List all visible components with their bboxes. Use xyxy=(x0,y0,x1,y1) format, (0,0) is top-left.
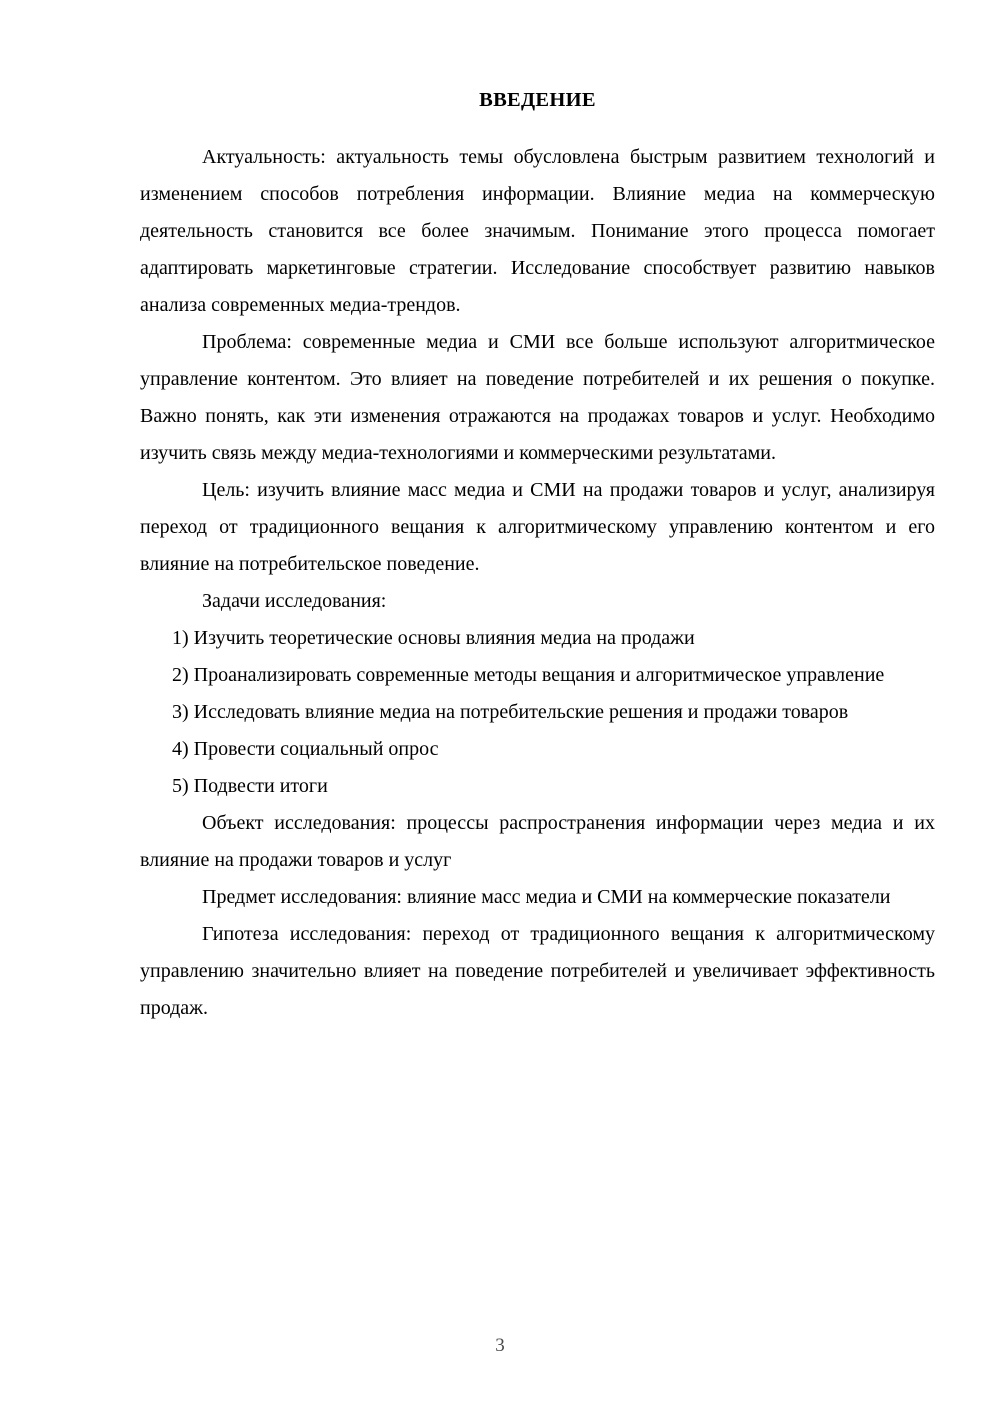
page-title: ВВЕДЕНИЕ xyxy=(479,89,596,111)
list-item: 1) Изучить теоретические основы влияния медиа на продажи xyxy=(172,626,695,649)
paragraph: Актуальность: актуальность темы обусловлена быстрым развитием технологий и изменением способов потребления информации. Влияние медиа на коммерческую деятельность становится все более значимым. Понимание этого процесса помогает адаптировать маркетинговые стратегии. Исследование способствует развитию навыков анализа современных медиа-трендов. xyxy=(140,145,935,316)
page-number: 3 xyxy=(495,1335,505,1356)
list-item: 3) Исследовать влияние медиа на потребительские решения и продажи товаров xyxy=(172,700,849,723)
paragraph: Предмет исследования: влияние масс медиа и СМИ на коммерческие показатели xyxy=(202,885,891,908)
paragraph: Задачи исследования: xyxy=(202,589,387,612)
list-item: 4) Провести социальный опрос xyxy=(172,737,439,760)
paragraph-list xyxy=(140,139,935,1027)
paragraph: Гипотеза исследования: переход от традиционного вещания к алгоритмическому управлению значительно влияет на поведение потребителей и увеличивает эффективность продаж. xyxy=(140,922,935,1019)
list-item: 2) Проанализировать современные методы вещания и алгоритмическое управление xyxy=(172,663,885,686)
paragraph: Проблема: современные медиа и СМИ все больше используют алгоритмическое управление контентом. Это влияет на поведение потребителей и их решения о покупке. Важно понять, как эти изменения отражаются на продажах товаров и услуг. Необходимо изучить связь между медиа-технологиями и коммерческими результатами. xyxy=(140,330,935,464)
paragraph: Объект исследования: процессы распространения информации через медиа и их влияние на продажи товаров и услуг xyxy=(140,811,935,871)
paragraph: Цель: изучить влияние масс медиа и СМИ на продажи товаров и услуг, анализируя переход от традиционного вещания к алгоритмическому управлению контентом и его влияние на потребительское поведение. xyxy=(140,478,935,575)
document-body xyxy=(140,88,935,1027)
list-item: 5) Подвести итоги xyxy=(172,774,328,797)
